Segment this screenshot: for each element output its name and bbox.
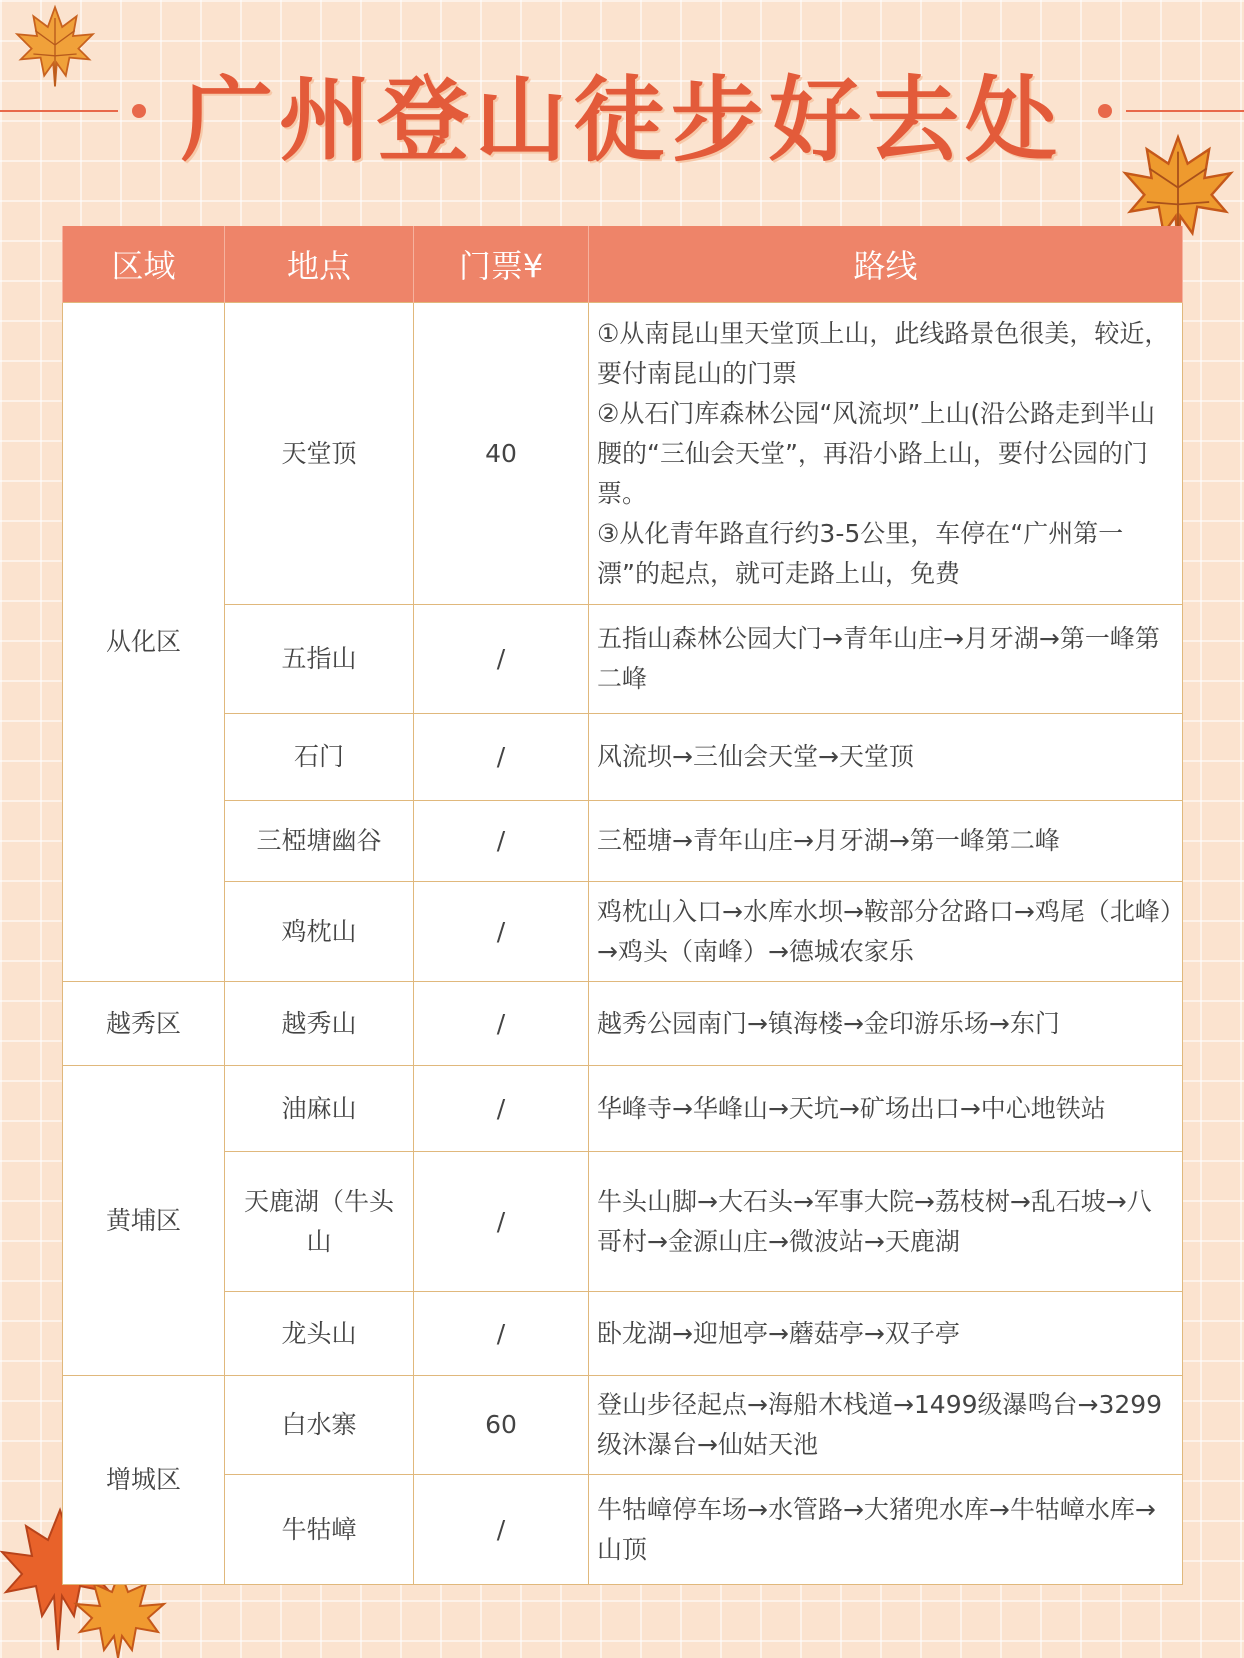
route-cell: 牛头山脚→大石头→军事大院→荔枝树→乱石坡→八哥村→金源山庄→微波站→天鹿湖 bbox=[589, 1152, 1183, 1292]
ticket-cell: / bbox=[414, 882, 589, 982]
table-row bbox=[63, 1152, 1183, 1292]
header-ticket: 门票¥ bbox=[414, 226, 589, 303]
table-row bbox=[63, 801, 1183, 882]
place-cell: 天鹿湖（牛头山 bbox=[225, 1152, 414, 1292]
route-cell: ①从南昆山里天堂顶上山，此线路景色很美，较近，要付南昆山的门票 ②从石门库森林公园“风流坝”上山(沿公路走到半山腰的“三仙会天堂”，再沿小路上山，要付公园的门票。 ③从化青年路直行约3-5公里，车停在“广州第一漂”的起点，就可走路上山，免费 bbox=[589, 303, 1183, 605]
title-dot-right bbox=[1098, 104, 1112, 118]
header-region: 区域 bbox=[63, 226, 225, 303]
ticket-cell: / bbox=[414, 1292, 589, 1376]
route-cell: 牛牯嶂停车场→水管路→大猪兜水库→牛牯嶂水库→山顶 bbox=[589, 1475, 1183, 1585]
ticket-cell: / bbox=[414, 714, 589, 801]
page-title: 广州登山徒步好去处 bbox=[180, 67, 1063, 174]
place-cell: 三椏塘幽谷 bbox=[225, 801, 414, 882]
place-cell: 牛牯嶂 bbox=[225, 1475, 414, 1585]
ticket-cell: 40 bbox=[414, 303, 589, 605]
table-row bbox=[63, 1475, 1183, 1585]
header-route: 路线 bbox=[589, 226, 1183, 303]
place-cell: 越秀山 bbox=[225, 982, 414, 1066]
ticket-cell: / bbox=[414, 982, 589, 1066]
table-row bbox=[63, 1292, 1183, 1376]
table-row bbox=[63, 1376, 1183, 1475]
table-row bbox=[63, 303, 1183, 605]
title-divider-right bbox=[1126, 110, 1244, 112]
ticket-cell: / bbox=[414, 605, 589, 714]
route-cell: 登山步径起点→海船木栈道→1499级瀑鸣台→3299级沐瀑台→仙姑天池 bbox=[589, 1376, 1183, 1475]
table-row bbox=[63, 1066, 1183, 1152]
title-banner bbox=[0, 58, 1244, 174]
table-row bbox=[63, 982, 1183, 1066]
place-cell: 五指山 bbox=[225, 605, 414, 714]
place-cell: 油麻山 bbox=[225, 1066, 414, 1152]
title-divider-left bbox=[0, 110, 118, 112]
table-header-row bbox=[63, 226, 1183, 303]
route-cell: 卧龙湖→迎旭亭→蘑菇亭→双子亭 bbox=[589, 1292, 1183, 1376]
ticket-cell: / bbox=[414, 1475, 589, 1585]
table-row bbox=[63, 605, 1183, 714]
route-cell: 三椏塘→青年山庄→月牙湖→第一峰第二峰 bbox=[589, 801, 1183, 882]
place-cell: 天堂顶 bbox=[225, 303, 414, 605]
route-cell: 鸡枕山入口→水库水坝→鞍部分岔路口→鸡尾（北峰）→鸡头（南峰）→德城农家乐 bbox=[589, 882, 1183, 982]
table-row bbox=[63, 714, 1183, 801]
hiking-route-table bbox=[62, 226, 1183, 1585]
region-cell: 从化区 bbox=[63, 303, 225, 982]
ticket-cell: / bbox=[414, 801, 589, 882]
ticket-cell: / bbox=[414, 1152, 589, 1292]
region-cell: 增城区 bbox=[63, 1376, 225, 1585]
region-cell: 黄埔区 bbox=[63, 1066, 225, 1376]
route-cell: 风流坝→三仙会天堂→天堂顶 bbox=[589, 714, 1183, 801]
route-cell: 五指山森林公园大门→青年山庄→月牙湖→第一峰第二峰 bbox=[589, 605, 1183, 714]
region-cell: 越秀区 bbox=[63, 982, 225, 1066]
place-cell: 鸡枕山 bbox=[225, 882, 414, 982]
title-dot-left bbox=[132, 104, 146, 118]
ticket-cell: / bbox=[414, 1066, 589, 1152]
route-cell: 越秀公园南门→镇海楼→金印游乐场→东门 bbox=[589, 982, 1183, 1066]
route-cell: 华峰寺→华峰山→天坑→矿场出口→中心地铁站 bbox=[589, 1066, 1183, 1152]
header-place: 地点 bbox=[225, 226, 414, 303]
place-cell: 龙头山 bbox=[225, 1292, 414, 1376]
place-cell: 白水寨 bbox=[225, 1376, 414, 1475]
place-cell: 石门 bbox=[225, 714, 414, 801]
table-row bbox=[63, 882, 1183, 982]
ticket-cell: 60 bbox=[414, 1376, 589, 1475]
